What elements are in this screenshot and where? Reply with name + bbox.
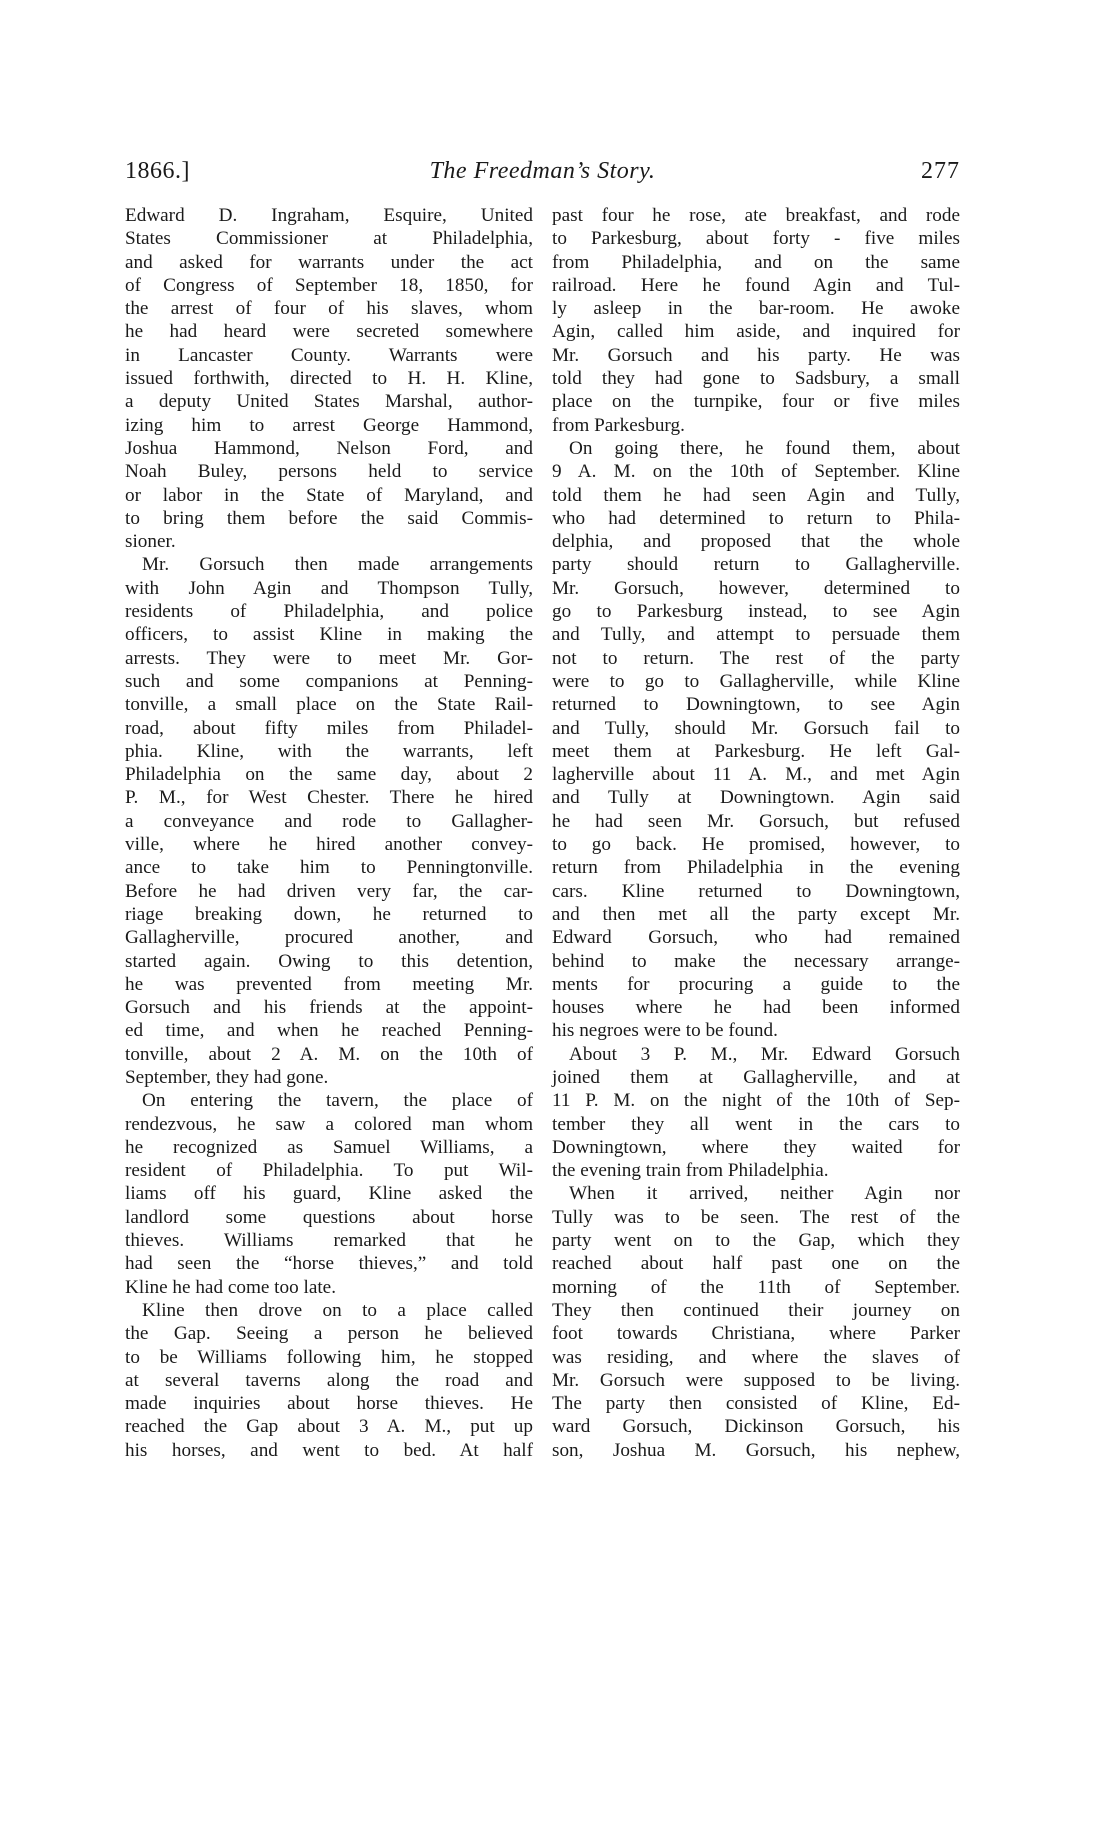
text-line: made inquiries about horse thieves. He (125, 1393, 533, 1415)
running-head (125, 158, 960, 192)
text-line: or labor in the State of Maryland, and (125, 484, 533, 506)
text-line: behind to make the necessary arrange- (552, 950, 960, 972)
text-line: started again. Owing to this detention, (125, 950, 533, 972)
text-line: phia. Kline, with the warrants, left (125, 740, 533, 762)
text-line: of Congress of September 18, 1850, for (125, 274, 533, 296)
text-line: and Tully at Downingtown. Agin said (552, 787, 960, 809)
text-line: ed time, and when he reached Penning- (125, 1020, 533, 1042)
text-line: houses where he had been informed (552, 997, 960, 1019)
text-line: 9 A. M. on the 10th of September. Kline (552, 461, 960, 483)
text-line: Agin, called him aside, and inquired for (552, 321, 960, 343)
text-line: izing him to arrest George Hammond, (125, 414, 533, 436)
text-line: he recognized as Samuel Williams, a (125, 1136, 533, 1158)
paragraph-start-line: Kline then drove on to a place called (142, 1299, 533, 1321)
text-line: returned to Downingtown, to see Agin (552, 694, 960, 716)
text-line: return from Philadelphia in the evening (552, 857, 960, 879)
text-line: meet them at Parkesburg. He left Gal- (552, 740, 960, 762)
text-line: resident of Philadelphia. To put Wil- (125, 1160, 533, 1182)
text-line: and Tully, should Mr. Gorsuch fail to (552, 717, 960, 739)
text-line: officers, to assist Kline in making the (125, 624, 533, 646)
text-line: he was prevented from meeting Mr. (125, 973, 533, 995)
text-column-right (552, 204, 960, 1462)
text-line: railroad. Here he found Agin and Tul- (552, 274, 960, 296)
text-line: lagherville about 11 A. M., and met Agin (552, 764, 960, 786)
text-line: Downingtown, where they waited for (552, 1136, 960, 1158)
text-line: sioner. (125, 531, 176, 553)
text-line: morning of the 11th of September. (552, 1276, 960, 1298)
text-line: P. M., for West Chester. There he hired (125, 787, 533, 809)
text-line: issued forthwith, directed to H. H. Kline, (125, 368, 533, 390)
text-line: joined them at Gallagherville, and at (552, 1066, 960, 1088)
paragraph-start-line: When it arrived, neither Agin nor (569, 1183, 960, 1205)
text-line: liams off his guard, Kline asked the (125, 1183, 533, 1205)
text-line: Edward D. Ingraham, Esquire, United (125, 205, 533, 226)
text-line: at several taverns along the road and (125, 1369, 533, 1391)
text-line: rendezvous, he saw a colored man whom (125, 1113, 533, 1135)
paragraph-start-line: Mr. Gorsuch then made arrangements (142, 554, 533, 576)
text-line: his horses, and went to bed. At half (125, 1439, 533, 1461)
text-line: tonville, about 2 A. M. on the 10th of (125, 1043, 533, 1065)
text-line: They then continued their journey on (552, 1299, 960, 1321)
text-line: 11 P. M. on the night of the 10th of Sep- (552, 1090, 960, 1112)
text-line: Joshua Hammond, Nelson Ford, and (125, 437, 533, 459)
text-line: son, Joshua M. Gorsuch, his nephew, (552, 1439, 960, 1461)
text-line: Tully was to be seen. The rest of the (552, 1206, 960, 1228)
text-line: riage breaking down, he returned to (125, 903, 533, 925)
text-line: his negroes were to be found. (552, 1020, 778, 1042)
text-line: foot towards Christiana, where Parker (552, 1323, 960, 1345)
text-column-left (125, 204, 533, 1462)
text-line: told them he had seen Agin and Tully, (552, 484, 960, 506)
text-line: reached the Gap about 3 A. M., put up (125, 1416, 533, 1438)
text-line: September, they had gone. (125, 1066, 329, 1088)
text-line: Mr. Gorsuch were supposed to be living. (552, 1369, 960, 1391)
text-line: party went on to the Gap, which they (552, 1230, 960, 1252)
text-line: and asked for warrants under the act (125, 251, 533, 273)
text-line: Gorsuch and his friends at the appoint- (125, 997, 533, 1019)
running-head-title: The Freedman’s Story. (429, 158, 656, 184)
text-line: was residing, and where the slaves of (552, 1346, 960, 1368)
text-line: told they had gone to Sadsbury, a small (552, 368, 960, 390)
text-line: a conveyance and rode to Gallagher- (125, 810, 533, 832)
text-line: The party then consisted of Kline, Ed- (552, 1393, 960, 1415)
text-line: residents of Philadelphia, and police (125, 601, 533, 623)
text-line: arrests. They were to meet Mr. Gor- (125, 647, 533, 669)
text-line: Kline he had come too late. (125, 1276, 336, 1298)
text-line: from Philadelphia, and on the same (552, 251, 960, 273)
text-line: reached about half past one on the (552, 1253, 960, 1275)
text-line: ly asleep in the bar-room. He awoke (552, 298, 960, 320)
paragraph-start-line: About 3 P. M., Mr. Edward Gorsuch (569, 1043, 960, 1065)
text-line: a deputy United States Marshal, author- (125, 391, 533, 413)
text-line: landlord some questions about horse (125, 1206, 533, 1228)
text-line: States Commissioner at Philadelphia, (125, 228, 533, 250)
text-line: Philadelphia on the same day, about 2 (125, 764, 533, 786)
text-line: cars. Kline returned to Downingtown, (552, 880, 960, 902)
text-line: party should return to Gallagherville. (552, 554, 960, 576)
text-line: the arrest of four of his slaves, whom (125, 298, 533, 320)
text-line: he had heard were secreted somewhere (125, 321, 533, 343)
text-line: ance to take him to Penningtonville. (125, 857, 533, 879)
text-line: Before he had driven very far, the car- (125, 880, 533, 902)
text-line: ward Gorsuch, Dickinson Gorsuch, his (552, 1416, 960, 1438)
text-line: to go back. He promised, however, to (552, 834, 960, 856)
text-line: Gallagherville, procured another, and (125, 927, 533, 949)
text-line: road, about fifty miles from Philadel- (125, 717, 533, 739)
text-line: from Parkesburg. (552, 414, 685, 436)
text-line: tember they all went in the cars to (552, 1113, 960, 1135)
text-line: with John Agin and Thompson Tully, (125, 577, 533, 599)
text-line: who had determined to return to Phila- (552, 507, 960, 529)
text-line: and then met all the party except Mr. (552, 903, 960, 925)
text-line: ments for procuring a guide to the (552, 973, 960, 995)
text-line: the Gap. Seeing a person he believed (125, 1323, 533, 1345)
text-line: Mr. Gorsuch and his party. He was (552, 344, 960, 366)
text-line: past four he rose, ate breakfast, and rode (552, 205, 960, 226)
text-line: to be Williams following him, he stopped (125, 1346, 533, 1368)
text-line: Noah Buley, persons held to service (125, 461, 533, 483)
text-line: Mr. Gorsuch, however, determined to (552, 577, 960, 599)
text-line: to Parkesburg, about forty - five miles (552, 228, 960, 250)
text-line: he had seen Mr. Gorsuch, but refused (552, 810, 960, 832)
text-line: and Tully, and attempt to persuade them (552, 624, 960, 646)
text-line: were to go to Gallagherville, while Kline (552, 670, 960, 692)
page-number: 277 (921, 158, 960, 184)
text-line: place on the turnpike, four or five miles (552, 391, 960, 413)
text-line: go to Parkesburg instead, to see Agin (552, 601, 960, 623)
text-line: thieves. Williams remarked that he (125, 1230, 533, 1252)
text-line: Edward Gorsuch, who had remained (552, 927, 960, 949)
text-line: had seen the “horse thieves,” and told (125, 1253, 533, 1275)
text-line: the evening train from Philadelphia. (552, 1160, 829, 1182)
text-line: tonville, a small place on the State Rail- (125, 694, 533, 716)
text-line: not to return. The rest of the party (552, 647, 960, 669)
text-line: such and some companions at Penning- (125, 670, 533, 692)
text-line: delphia, and proposed that the whole (552, 531, 960, 553)
text-line: in Lancaster County. Warrants were (125, 344, 533, 366)
paragraph-start-line: On entering the tavern, the place of (142, 1090, 533, 1112)
paragraph-start-line: On going there, he found them, about (569, 437, 960, 459)
text-line: ville, where he hired another convey- (125, 834, 533, 856)
running-head-year: 1866.] (125, 158, 190, 184)
text-line: to bring them before the said Commis- (125, 507, 533, 529)
